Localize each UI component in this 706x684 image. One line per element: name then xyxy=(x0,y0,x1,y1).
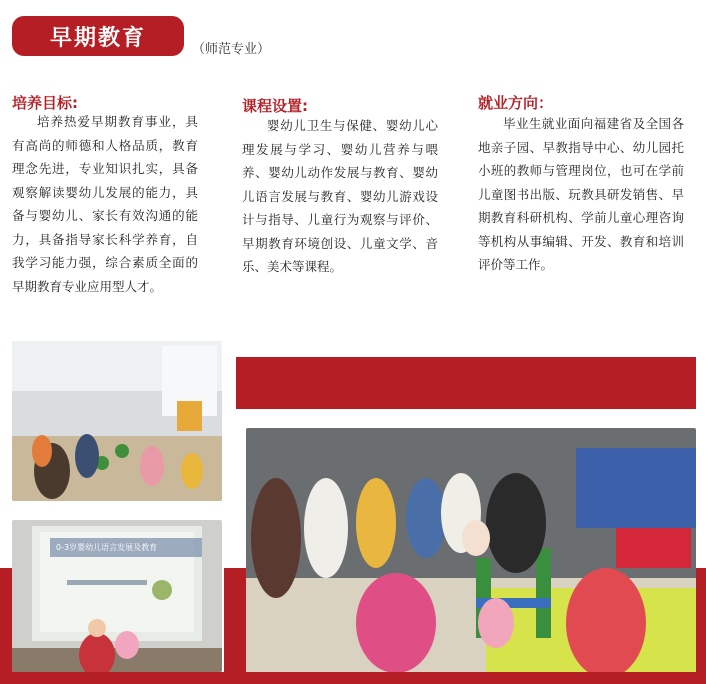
slide-title: 0-3岁婴幼儿语言发展及教育 xyxy=(50,538,202,557)
careers-heading: 就业方向： xyxy=(478,94,554,112)
decorative-band-mid xyxy=(224,568,246,684)
decorative-band-bottom xyxy=(0,672,706,684)
page-subtitle: （师范专业） xyxy=(192,42,271,57)
parent-baby-class-photo xyxy=(246,428,696,672)
decorative-band-right xyxy=(696,568,706,684)
goals-body: 培养热爱早期教育事业，具有高尚的师德和人格品质，教育理念先进，专业知识扎实，具备观察解读婴幼儿发展的能力，具备与婴幼儿、家长有效沟通的能力，具备指导家长科学养育，自我学习能力强，综合素质全面的早期教育专业应用型人才。 xyxy=(12,114,198,294)
lecture-photo xyxy=(12,520,222,672)
courses-heading: 课程设置: xyxy=(242,97,308,115)
careers-body: 毕业生就业面向福建省及全国各地亲子园、早教指导中心、幼儿园托小班的教师与管理岗位，也可在学前儿童图书出版、玩教具研发销售、早期教育科研机构、学前儿童心理咨询等机构从事编辑、开发、教育和培训评价等工作。 xyxy=(478,116,684,272)
page-title: 早期教育 xyxy=(12,16,184,56)
goals-heading: 培养目标: xyxy=(12,94,78,112)
classroom-photo xyxy=(12,341,222,501)
courses-body: 婴幼儿卫生与保健、婴幼儿心理发展与学习、婴幼儿营养与喂养、婴幼儿动作发展与教育、婴幼儿语言发展与教育、婴幼儿游戏设计与指导、儿童行为观察与评价、早期教育环境创设、儿童文学、音乐、美术等课程。 xyxy=(242,118,438,274)
decorative-band-top xyxy=(236,357,696,409)
